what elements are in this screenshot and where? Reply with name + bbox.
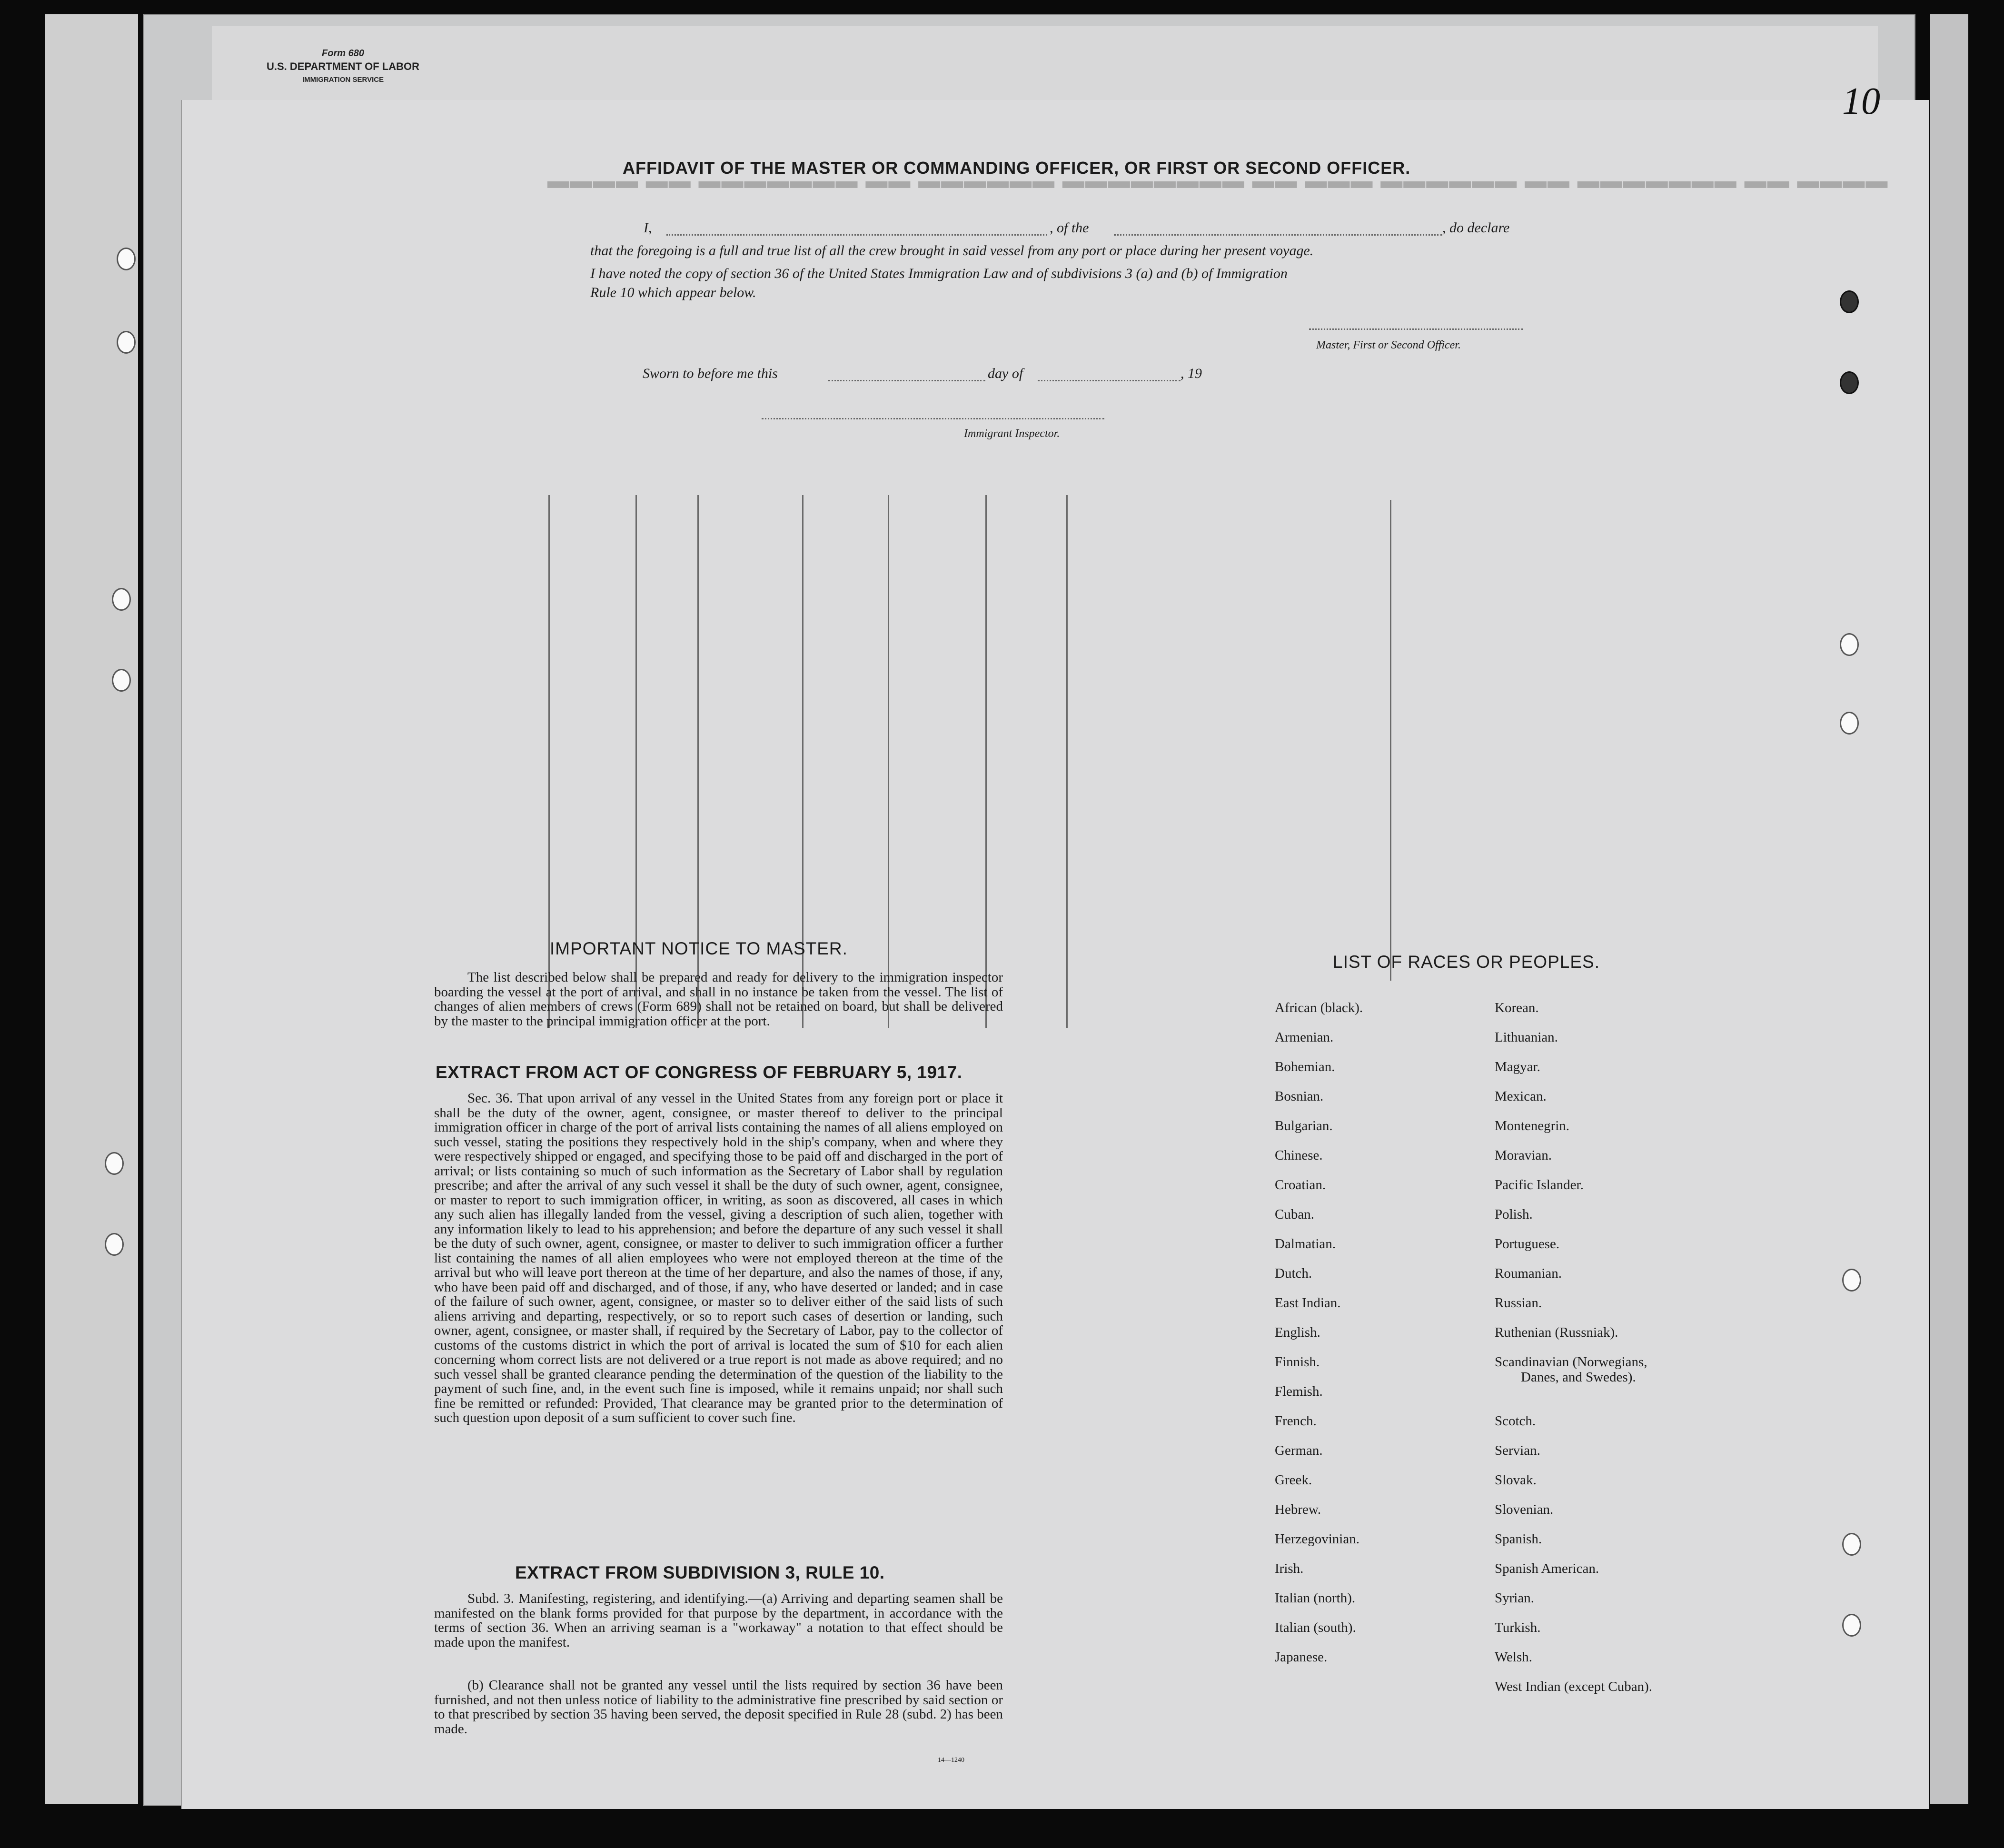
affidavit-line-4: Rule 10 which appear below. xyxy=(590,285,756,300)
notice-body: The list described below shall be prepared and ready for delivery to the immigration inspector boarding the vessel at the port of arrival, and shall in no instance be taken from the vessel. The list of changes of alien members of crews (Form 689) shall not be retained on board, but shall be delivered by the master to the principal immigration officer at the port. xyxy=(434,970,1003,1029)
race-item: Finnish. xyxy=(1275,1354,1320,1370)
binder-hole-icon xyxy=(1840,371,1859,394)
race-item: Montenegrin. xyxy=(1495,1118,1570,1133)
race-item: Greek. xyxy=(1275,1472,1312,1488)
binder-hole-icon xyxy=(112,669,131,692)
race-item: Italian (north). xyxy=(1275,1590,1356,1606)
service-name: IMMIGRATION SERVICE xyxy=(302,76,384,84)
race-item: Spanish American. xyxy=(1495,1561,1599,1576)
affidavit-i: I, xyxy=(644,220,652,236)
day-blank xyxy=(828,380,985,381)
page-number: 10 xyxy=(1842,80,1880,122)
act-extract-body: Sec. 36. That upon arrival of any vessel in the United States from any foreign port or place it shall be the duty of the owner, agent, consignee, or master thereof to deliver to the principal immigration officer in charge of the port of arrival lists containing the names of all aliens employed on such vessel, stating the positions they respectively hold in the ship's company, when and where they were respectively shipped or engaged, and specifying those to be paid off and discharged in the port of arrival; or lists containing so much of such information as the Secretary of Labor shall by regulation prescribe; and after the arrival of any such vessel it shall be the duty of such owner, agent, consignee, or master to report to such immigration officer, in writing, as soon as discovered, all cases in which any such alien has illegally landed from the vessel, giving a description of such alien, together with any information likely to lead to his apprehension; and before the departure of any such vessel it shall be the duty of such owner, agent, consignee, or master to deliver to such immigration officer a further list containing the names of all alien employees who were not employed thereon at the time of the arrival but who will leave port thereon at the time of her departure, and also the names of those, if any, who have been paid off and discharged, and of those, if any, who have deserted or landed; and in case of the failure of such owner, agent, consignee, or master so to deliver either of the said lists of such aliens arriving and departing, respectively, or so to report such cases of desertion or landing, such owner, agent, consignee, or master shall, if required by the Secretary of Labor, pay to the collector of customs of the customs district in which the port of arrival is located the sum of $10 for each alien concerning whom correct lists are not delivered or a true report is not made as above required; and no such vessel shall be granted clearance pending the determination of the question of the liability to the payment of such fine, and, in the event such fine is imposed, while it remains unpaid; nor shall such fine be remitted or refunded: Provided, That clearance may be granted prior to the determination of such question upon deposit of a sum sufficient to cover such fine. xyxy=(434,1091,1003,1425)
binder-hole-icon xyxy=(117,248,136,270)
race-item: Syrian. xyxy=(1495,1590,1534,1606)
race-item: Slovenian. xyxy=(1495,1502,1554,1517)
race-item: Chinese. xyxy=(1275,1148,1323,1163)
binder-hole-icon xyxy=(1842,1269,1861,1292)
month-blank xyxy=(1038,380,1181,381)
race-item: Dalmatian. xyxy=(1275,1236,1336,1252)
notice-title: IMPORTANT NOTICE TO MASTER. xyxy=(550,939,848,958)
binder-hole-icon xyxy=(117,331,136,354)
inspector-label: Immigrant Inspector. xyxy=(964,427,1060,440)
race-item: Polish. xyxy=(1495,1207,1533,1222)
race-item: English. xyxy=(1275,1325,1320,1340)
race-item: African (black). xyxy=(1275,1000,1363,1015)
race-item: Danes, and Swedes). xyxy=(1521,1370,1636,1385)
right-sheet-edge xyxy=(1930,14,1968,1804)
main-sheet xyxy=(181,100,1929,1809)
race-item: Lithuanian. xyxy=(1495,1030,1558,1045)
race-item: Servian. xyxy=(1495,1443,1540,1458)
rule-extract-body-b: (b) Clearance shall not be granted any vessel until the lists required by section 36 have been furnished, and not then unless notice of liability to the administrative fine prescribed by said section or to that prescribed by section 35 having been served, the deposit specified in Rule 28 (subd. 2) has been made. xyxy=(434,1678,1003,1737)
name-blank xyxy=(666,234,1047,236)
column-rule xyxy=(985,495,987,1028)
race-item: Slovak. xyxy=(1495,1472,1537,1488)
affidavit-line-2: that the foregoing is a full and true list of all the crew brought in said vessel from any port or place during her present voyage. xyxy=(590,243,1314,258)
binder-hole-icon xyxy=(1842,1533,1861,1556)
left-binding-strip xyxy=(45,14,138,1804)
sworn-day-of: day of xyxy=(988,366,1023,381)
race-item: Russian. xyxy=(1495,1295,1542,1311)
race-item: Mexican. xyxy=(1495,1089,1547,1104)
race-item: Italian (south). xyxy=(1275,1620,1356,1635)
sworn-year: , 19 xyxy=(1181,366,1202,381)
column-rule xyxy=(888,495,889,1028)
race-item: West Indian (except Cuban). xyxy=(1495,1679,1653,1694)
act-extract-title: EXTRACT FROM ACT OF CONGRESS OF FEBRUARY 5, 1917. xyxy=(436,1063,962,1082)
race-item: Bosnian. xyxy=(1275,1089,1324,1104)
affidavit-line-3: I have noted the copy of section 36 of the United States Immigration Law and of subdivisions 3 (a) and (b) of Immigration xyxy=(590,266,1288,281)
binder-hole-icon xyxy=(112,588,131,611)
race-item: Hebrew. xyxy=(1275,1502,1321,1517)
vessel-blank xyxy=(1114,234,1442,236)
department-name: U.S. DEPARTMENT OF LABOR xyxy=(267,60,420,72)
binder-hole-icon xyxy=(1840,633,1859,656)
race-item: Bohemian. xyxy=(1275,1059,1335,1074)
race-item: Croatian. xyxy=(1275,1177,1326,1192)
race-item: German. xyxy=(1275,1443,1323,1458)
race-item: Scotch. xyxy=(1495,1413,1536,1429)
race-item: Portuguese. xyxy=(1495,1236,1560,1252)
races-title: LIST OF RACES OR PEOPLES. xyxy=(1333,952,1600,972)
race-item: Armenian. xyxy=(1275,1030,1334,1045)
affidavit-declare: , do declare xyxy=(1442,220,1510,236)
race-item: Japanese. xyxy=(1275,1649,1328,1665)
rule-extract-body-a: Subd. 3. Manifesting, registering, and identifying.—(a) Arriving and departing seamen shall be manifested on the blank forms provided for that purpose by the department, in accordance with the terms of section 36. When an arriving seaman is a "workaway" a notation to that effect should be made upon the manifest. xyxy=(434,1591,1003,1650)
binder-hole-icon xyxy=(1842,1614,1861,1637)
race-item: Roumanian. xyxy=(1495,1266,1562,1281)
race-item: Scandinavian (Norwegians, xyxy=(1495,1354,1647,1370)
race-item: French. xyxy=(1275,1413,1317,1429)
binder-hole-icon xyxy=(105,1152,124,1175)
race-item: Flemish. xyxy=(1275,1384,1323,1399)
race-item: Irish. xyxy=(1275,1561,1304,1576)
race-item: Moravian. xyxy=(1495,1148,1552,1163)
race-item: Welsh. xyxy=(1495,1649,1533,1665)
race-item: Bulgarian. xyxy=(1275,1118,1333,1133)
race-item: Spanish. xyxy=(1495,1531,1542,1547)
race-item: Ruthenian (Russniak). xyxy=(1495,1325,1618,1340)
form-print-code: 14—1240 xyxy=(938,1757,964,1764)
sworn-text: Sworn to before me this xyxy=(643,366,778,381)
bleed-through-title: ▬▬▬▬ ▬▬ ▬▬▬▬▬▬▬ ▬▬ ▬▬▬▬▬▬ ▬▬▬▬▬▬▬▬ ▬▬ ▬▬▬ ▬▬▬▬▬▬ ▬▬ ▬▬▬▬▬▬▬ ▬▬ ▬▬▬▬ xyxy=(547,177,1889,201)
race-item: Pacific Islander. xyxy=(1495,1177,1584,1192)
race-item: Turkish. xyxy=(1495,1620,1541,1635)
race-item: Magyar. xyxy=(1495,1059,1540,1074)
binder-hole-icon xyxy=(1840,290,1859,313)
form-header xyxy=(267,47,419,87)
race-item: Korean. xyxy=(1495,1000,1539,1015)
binder-hole-icon xyxy=(105,1233,124,1256)
rule-extract-title: EXTRACT FROM SUBDIVISION 3, RULE 10. xyxy=(515,1563,885,1582)
form-number: Form 680 xyxy=(322,48,364,59)
race-item: Cuban. xyxy=(1275,1207,1314,1222)
signature-blank xyxy=(1309,328,1523,330)
binder-hole-icon xyxy=(1840,712,1859,735)
race-item: Dutch. xyxy=(1275,1266,1312,1281)
affidavit-title: AFFIDAVIT OF THE MASTER OR COMMANDING OFFICER, OR FIRST OR SECOND OFFICER. xyxy=(623,158,1411,178)
column-rule xyxy=(1066,495,1068,1028)
race-item: Herzegovinian. xyxy=(1275,1531,1359,1547)
race-item: East Indian. xyxy=(1275,1295,1341,1311)
column-rule xyxy=(1390,500,1391,981)
signature-label: Master, First or Second Officer. xyxy=(1316,339,1461,351)
inspector-blank xyxy=(762,418,1104,419)
affidavit-of-the: , of the xyxy=(1050,220,1089,236)
